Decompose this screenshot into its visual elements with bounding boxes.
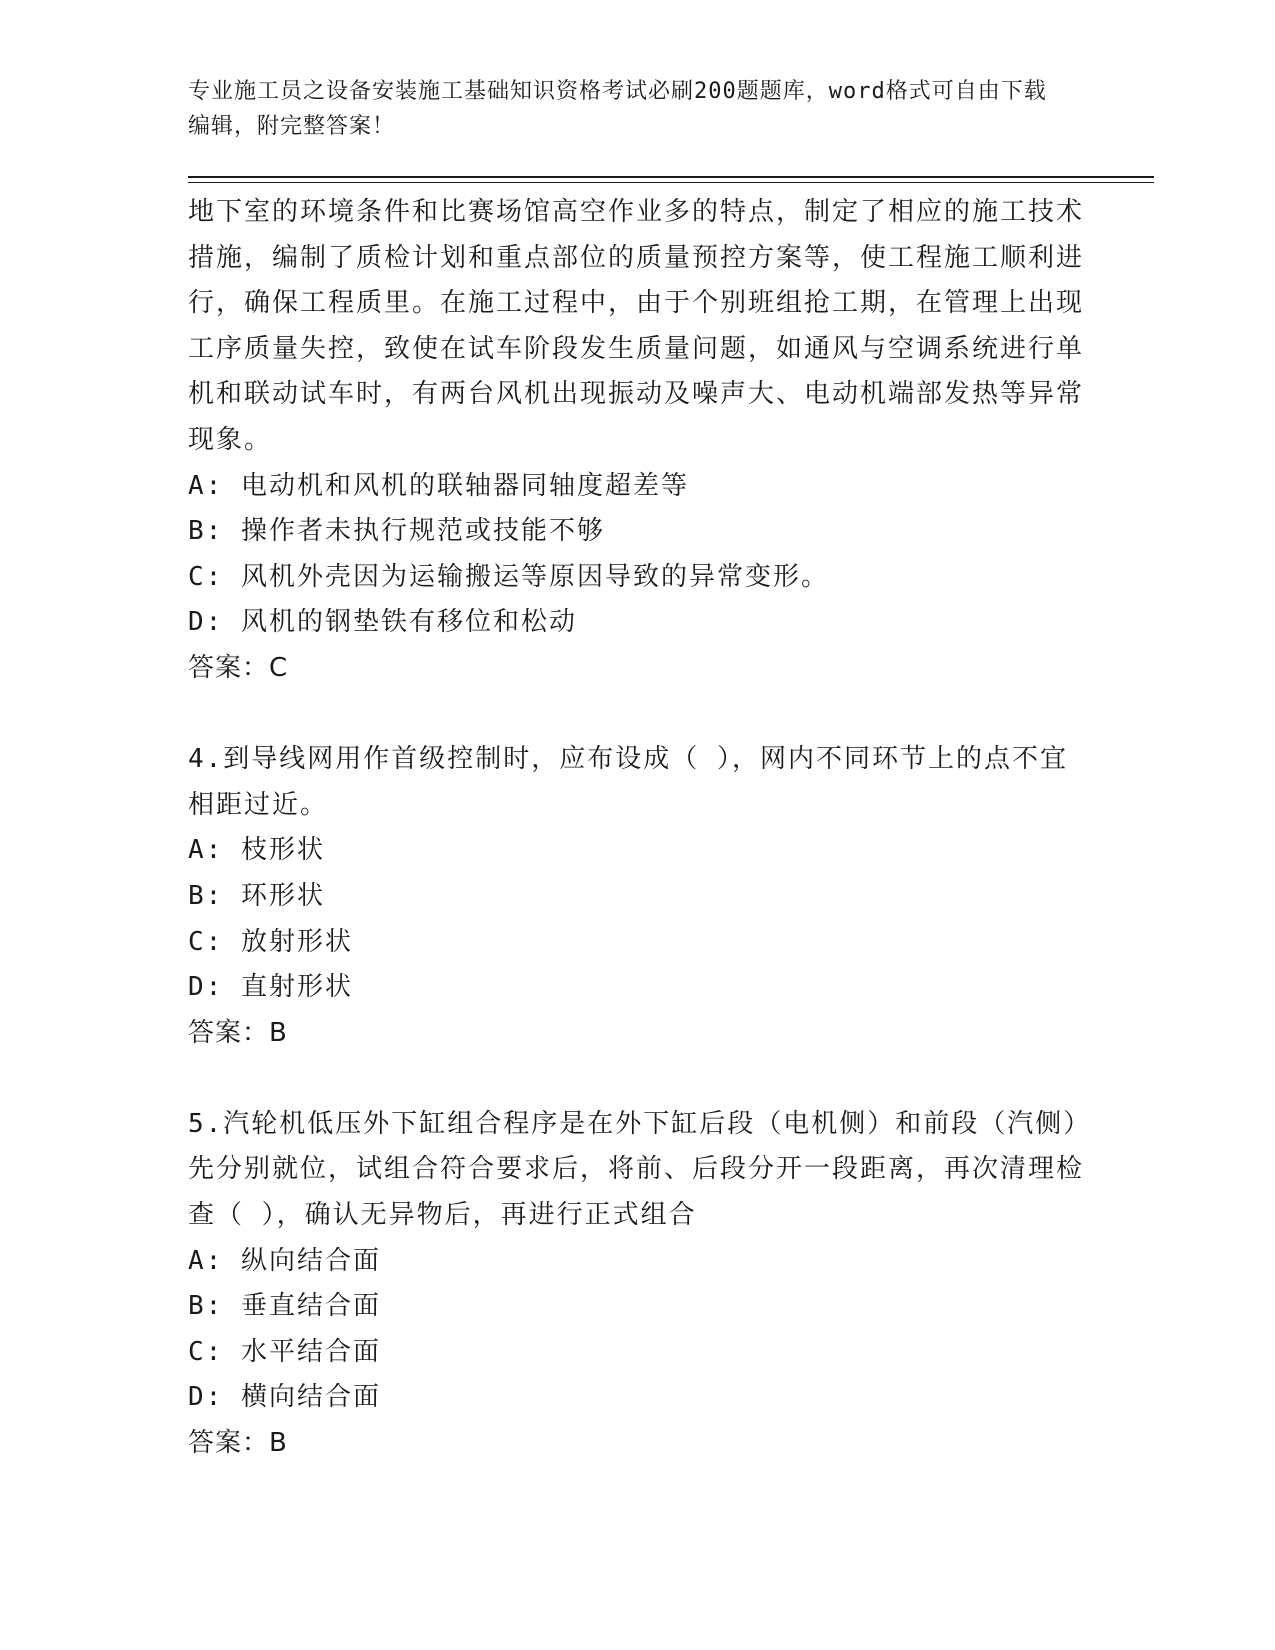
spacer xyxy=(188,692,1088,738)
header-rule-thin xyxy=(188,182,1154,183)
option-b: B: 操作者未执行规范或技能不够 xyxy=(188,516,605,547)
option-c: C: 水平结合面 xyxy=(188,1336,381,1367)
document-body xyxy=(188,190,1088,1467)
question-block xyxy=(188,737,1088,1056)
option-d: D: 横向结合面 xyxy=(188,1382,381,1413)
option-c: C: 放射形状 xyxy=(188,926,353,957)
question-block xyxy=(188,190,1088,692)
option-d: D: 风机的钢垫铁有移位和松动 xyxy=(188,607,577,638)
option-a: A: 枝形状 xyxy=(188,835,325,866)
answer-line: 答案：B xyxy=(188,1017,288,1048)
option-c: C: 风机外壳因为运输搬运等原因导致的异常变形。 xyxy=(188,561,829,592)
option-d: D: 直射形状 xyxy=(188,972,353,1003)
question-block xyxy=(188,1102,1088,1467)
question-stem: 地下室的环境条件和比赛场馆高空作业多的特点，制定了相应的施工技术措施，编制了质检计划和重点部位的质量预控方案等，使工程施工顺利进行，确保工程质里。在施工过程中，由于个别班组抢工期，在管理上出现工序质量失控，致使在试车阶段发生质量问题，如通风与空调系统进行单机和联动试车时，有两台风机出现振动及噪声大、电动机端部发热等异常现象。 xyxy=(188,197,1085,455)
header-rule-thick xyxy=(188,176,1154,178)
document-header: 专业施工员之设备安装施工基础知识资格考试必刷200题题库，word格式可自由下载编辑，附完整答案！ xyxy=(188,79,1047,139)
spacer xyxy=(188,1056,1088,1102)
answer-line: 答案：C xyxy=(188,652,289,683)
question-stem: 5.汽轮机低压外下缸组合程序是在外下缸后段（电机侧）和前段（汽侧）先分别就位，试组合符合要求后，将前、后段分开一段距离，再次清理检查（ ），确认无异物后，再进行正式组合 xyxy=(188,1108,1085,1231)
option-b: B: 环形状 xyxy=(188,880,325,911)
option-a: A: 电动机和风机的联轴器同轴度超差等 xyxy=(188,470,689,501)
question-stem: 4.到导线网用作首级控制时，应布设成（ ），网内不同环节上的点不宜相距过近。 xyxy=(188,744,1068,820)
answer-line: 答案：B xyxy=(188,1428,288,1459)
option-a: A: 纵向结合面 xyxy=(188,1245,381,1276)
option-b: B: 垂直结合面 xyxy=(188,1291,381,1322)
